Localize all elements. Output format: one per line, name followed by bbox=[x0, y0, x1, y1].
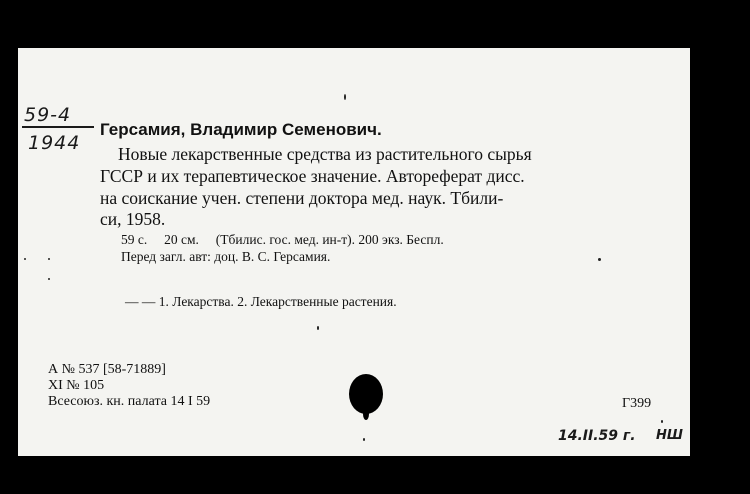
speck bbox=[363, 438, 365, 441]
shelf-mark-divider bbox=[22, 126, 94, 128]
speck bbox=[48, 258, 50, 260]
speck bbox=[598, 258, 601, 261]
shelf-mark-bottom: 1944 bbox=[28, 132, 81, 154]
collation-line-1: 59 с. 20 см. (Тбилис. гос. мед. ин-т). 200 экз. Беспл. bbox=[121, 232, 444, 247]
ink-drip bbox=[363, 408, 369, 420]
collation-line-2: Перед загл. авт: доц. В. С. Герсамия. bbox=[121, 249, 331, 264]
handwritten-date: 14.II.59 г. bbox=[558, 428, 636, 444]
speck bbox=[344, 94, 346, 100]
accession-line-1: А № 537 [58-71889] bbox=[48, 362, 166, 377]
catalog-code: Г399 bbox=[622, 396, 652, 411]
accession-line-2: XI № 105 bbox=[48, 378, 105, 393]
speck bbox=[661, 420, 663, 423]
catalog-card bbox=[18, 48, 690, 456]
title-line-3: на соискание учен. степени доктора мед. наук. Тбили- bbox=[100, 188, 504, 208]
accession-line-3: Всесоюз. кн. палата 14 I 59 bbox=[48, 394, 211, 409]
handwritten-number: НШ bbox=[656, 428, 683, 443]
speck bbox=[48, 278, 50, 280]
speck bbox=[317, 326, 319, 330]
subject-headings: — — 1. Лекарства. 2. Лекарственные растения. bbox=[125, 294, 397, 309]
speck bbox=[24, 258, 26, 260]
author-heading: Герсамия, Владимир Семенович. bbox=[100, 120, 382, 139]
title-line-4: си, 1958. bbox=[100, 209, 166, 229]
title-line-2: ГССР и их терапевтическое значение. Автореферат дисс. bbox=[100, 166, 525, 186]
title-line-1: Новые лекарственные средства из растительного сырья bbox=[118, 144, 532, 164]
shelf-mark-top: 59-4 bbox=[24, 104, 72, 126]
